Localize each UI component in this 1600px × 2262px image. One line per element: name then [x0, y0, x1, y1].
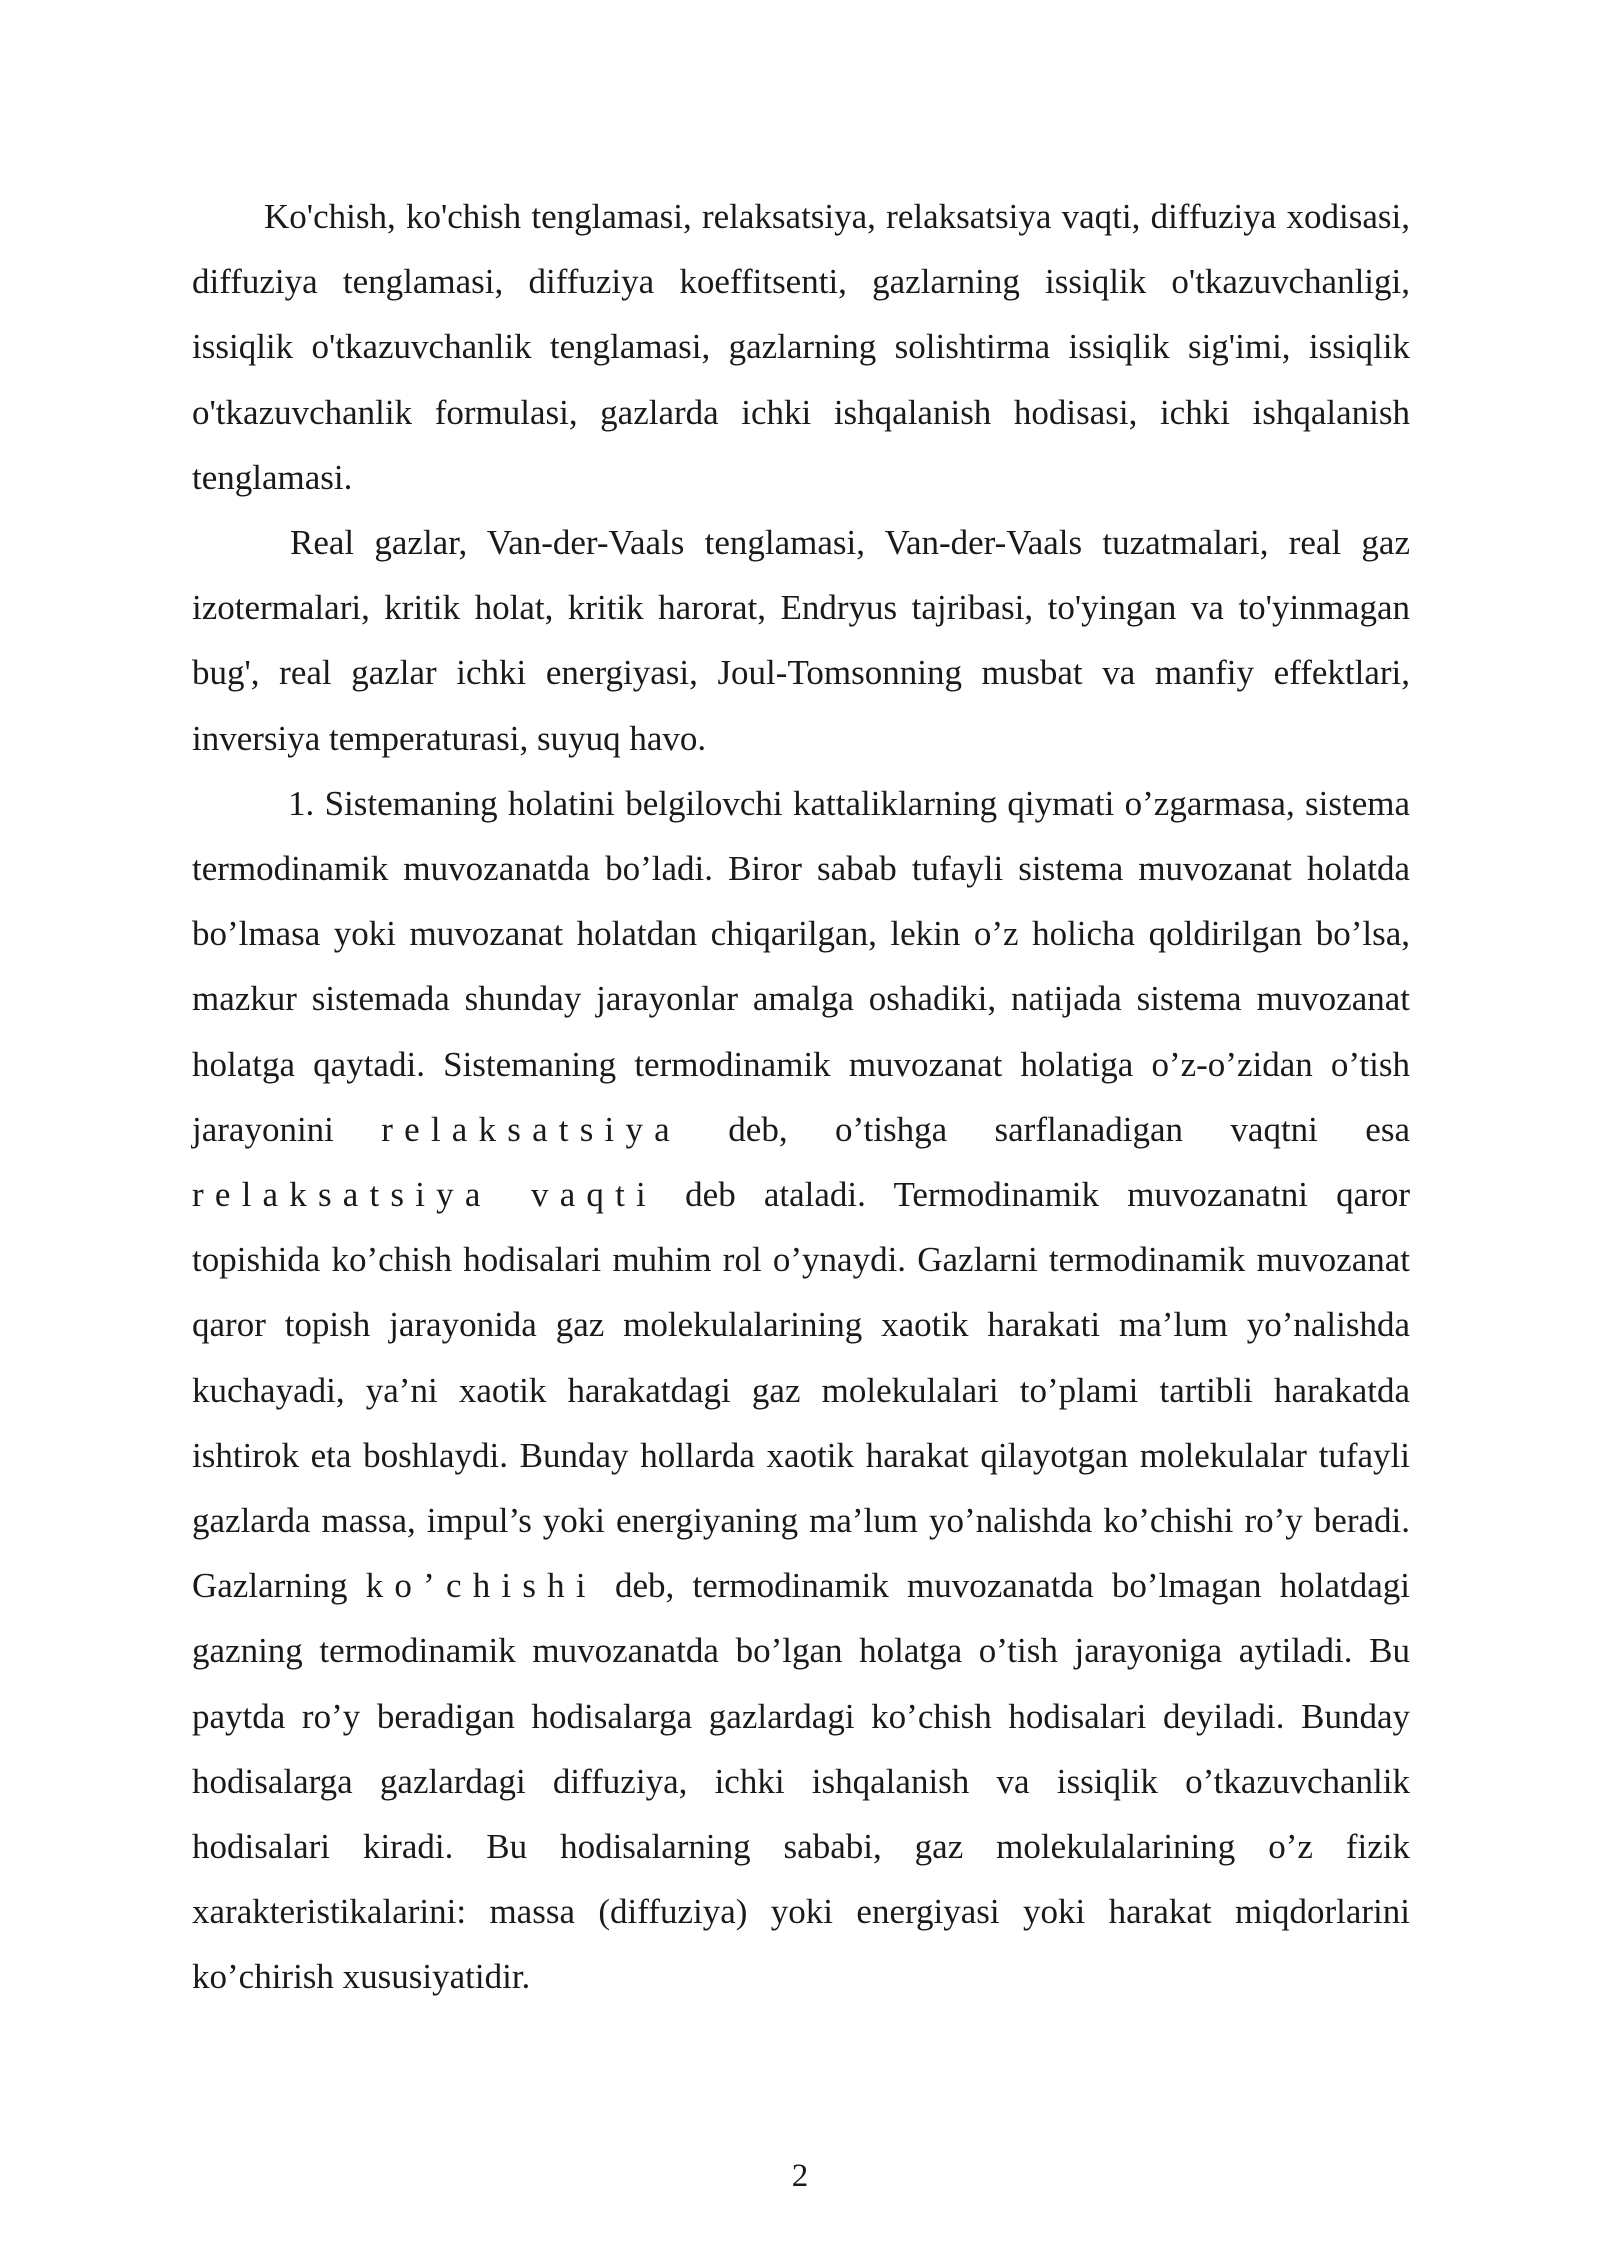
paragraph-keywords-transport: Ko'chish, ko'chish tenglamasi, relaksatsiya, relaksatsiya vaqti, diffuziya xodisasi, diffuziya tenglamasi, diffuziya koeffitsenti, gazlarning issiqlik o'tkazuvchanligi, issiqlik o'tkazuvchanlik tenglamasi, gazlarning solishtirma issiqlik sig'imi, issiqlik o'tkazuvchanlik formulasi, gazlarda ichki ishqalanish hodisasi, ichki ishqalanish tenglamasi.	[192, 197, 1410, 497]
paragraph-text-part: 1. Sistemaning holatini belgilovchi kattaliklarning qiymati o’zgarmasa, sistema termodinamik muvozanatda bo’ladi. Biror sabab tufayli sistema muvozanat holatda bo’lmasa yoki muvozanat holatdan chiqarilgan, lekin o’z holicha qoldirilgan bo’lsa, mazkur sistemada shunday jarayonlar amalga oshadiki, natijada sistema muvozanat holatga qaytadi. Sistemaning termodinamik muvozanat holatiga o’z-o’zidan o’tish jarayonini	[192, 783, 1410, 1149]
spaced-term-relaxation-time: relaksatsiya vaqti	[192, 1175, 657, 1215]
paragraph-text-part: deb, o’tishga sarflanadigan vaqtni esa	[680, 1109, 1410, 1149]
spaced-term-transport: ko’chishi	[365, 1566, 597, 1606]
paragraph-keywords-real-gases: Real gazlar, Van-der-Vaals tenglamasi, Van-der-Vaals tuzatmalari, real gaz izotermalari, kritik holat, kritik harorat, Endryus tajribasi, to'yingan va to'yinmagan bug', real gazlar ichki energiyasi, Joul-Tomsonning musbat va manfiy effektlari, inversiya temperaturasi, suyuq havo.	[192, 523, 1410, 758]
paragraph-text-part: deb ataladi. Termodinamik muvozanatni qaror topishida ko’chish hodisalari muhim rol o’ynaydi. Gazlarni termodinamik muvozanat qaror topish jarayonida gaz molekulalarining xaotik harakati ma’lum yo’nalishda kuchayadi, ya’ni xaotik harakatdagi gaz molekulalari to’plami tartibli harakatda ishtirok eta boshlaydi. Bunday hollarda xaotik harakat qilayotgan molekulalar tufayli gazlarda massa, impul’s yoki energiyaning ma’lum yo’nalishda ko’chishi ro’y beradi. Gazlarning	[192, 1175, 1411, 1606]
body-text	[192, 184, 1410, 2010]
paragraph-relaxation	[192, 771, 1410, 2010]
page-number: 2	[791, 2158, 809, 2194]
spaced-term-relaxation: relaksatsiya	[381, 1109, 681, 1149]
paragraph-text-part: deb, termodinamik muvozanatda bo’lmagan holatdagi gazning termodinamik muvozanatda bo’lgan holatga o’tish jarayoniga aytiladi. Bu paytda ro’y beradigan hodisalarga gazlardagi ko’chish hodisalari deyiladi. Bunday hodisalarga gazlardagi diffuziya, ichki ishqalanish va issiqlik o’tkazuvchanlik hodisalari kiradi. Bu hodisalarning sababi, gaz molekulalarining o’z fizik xarakteristikalarini: massa (diffuziya) yoki energiyasi yoki harakat miqdorlarini ko’chirish xususiyatidir.	[192, 1566, 1410, 1997]
